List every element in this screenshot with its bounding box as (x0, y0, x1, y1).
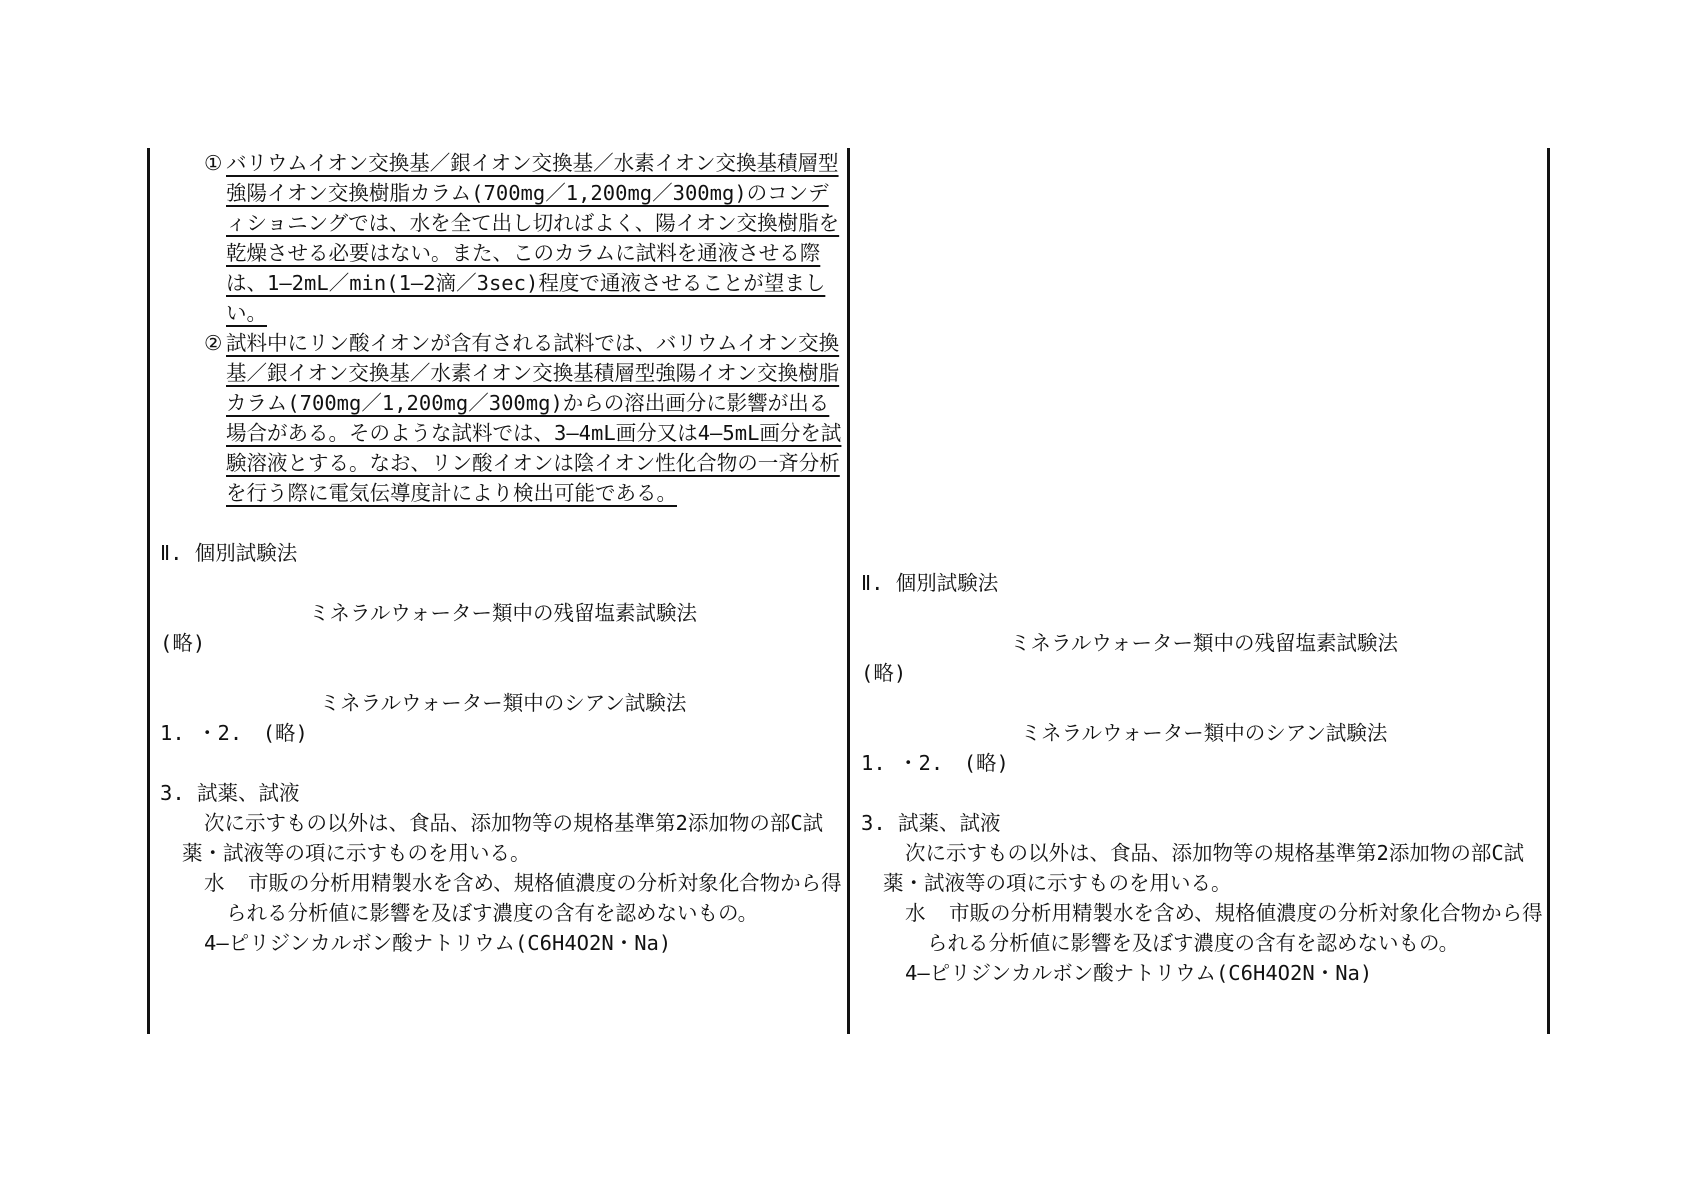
reagent-item: 4―ピリジンカルボン酸ナトリウム(C6H4O2N・Na) (905, 961, 1373, 985)
note-item (160, 148, 846, 328)
note-marker: ① (204, 151, 223, 175)
table-border-middle (847, 148, 850, 1034)
method-items: 1. ・2. (略) (160, 721, 308, 745)
note-text: バリウムイオン交換基／銀イオン交換基／水素イオン交換基積層型強陽イオン交換樹脂カラム(700mg／1,200mg／300mg)のコンディショニングでは、水を全て出し切ればよく、陽イオン交換樹脂を乾燥させる必要はない。また、このカラムに試料を通液させる際は、1―2mL／min(1―2滴／3sec)程度で通液させることが望ましい。 (226, 151, 840, 325)
reagent-definition (160, 868, 846, 928)
method-title: ミネラルウォーター類中のシアン試験法 (319, 691, 687, 715)
reagent-description-text: 市販の分析用精製水を含め、規格値濃度の分析対象化合物から得られる分析値に影響を及ぼす濃度の含有を認めないもの。 (226, 871, 842, 925)
reagent-intro: 次に示すもの以外は、食品、添加物等の規格基準第2添加物の部C試薬・試液等の項に示すものを用いる。 (883, 841, 1525, 895)
reagent-intro: 次に示すもの以外は、食品、添加物等の規格基準第2添加物の部C試薬・試液等の項に示すものを用いる。 (182, 811, 824, 865)
reagent-term: 水 (905, 901, 926, 925)
section-heading: Ⅱ. 個別試験法 (861, 571, 999, 595)
method-body: (略) (160, 631, 206, 655)
note-marker: ② (204, 331, 223, 355)
method-items: 1. ・2. (略) (861, 751, 1009, 775)
reagent-item: 4―ピリジンカルボン酸ナトリウム(C6H4O2N・Na) (204, 931, 672, 955)
subsection-heading: 3. 試薬、試液 (160, 781, 300, 805)
method-title: ミネラルウォーター類中のシアン試験法 (1020, 721, 1388, 745)
method-title: ミネラルウォーター類中の残留塩素試験法 (308, 601, 698, 625)
note-text: 試料中にリン酸イオンが含有される試料では、バリウムイオン交換基／銀イオン交換基／水素イオン交換基積層型強陽イオン交換樹脂カラム(700mg／1,200mg／300mg)からの溶出画分に影響が出る場合がある。そのような試料では、3―4mL画分又は4―5mL画分を試験溶液とする。なお、リン酸イオンは陰イオン性化合物の一斉分析を行う際に電気伝導度計により検出可能である。 (226, 331, 842, 505)
reagent-definition (861, 898, 1547, 958)
section-heading: Ⅱ. 個別試験法 (160, 541, 298, 565)
reagent-description (226, 868, 846, 928)
method-body: (略) (861, 661, 907, 685)
revised-column (160, 148, 846, 958)
reagent-description-text: 市販の分析用精製水を含め、規格値濃度の分析対象化合物から得られる分析値に影響を及ぼす濃度の含有を認めないもの。 (927, 901, 1543, 955)
table-border-right (1547, 148, 1550, 1034)
subsection-heading: 3. 試薬、試液 (861, 811, 1001, 835)
reagent-description (927, 898, 1547, 958)
table-border-left (147, 148, 150, 1034)
reagent-term: 水 (204, 871, 225, 895)
method-title: ミネラルウォーター類中の残留塩素試験法 (1009, 631, 1399, 655)
current-column (861, 148, 1547, 988)
note-item (160, 328, 846, 508)
